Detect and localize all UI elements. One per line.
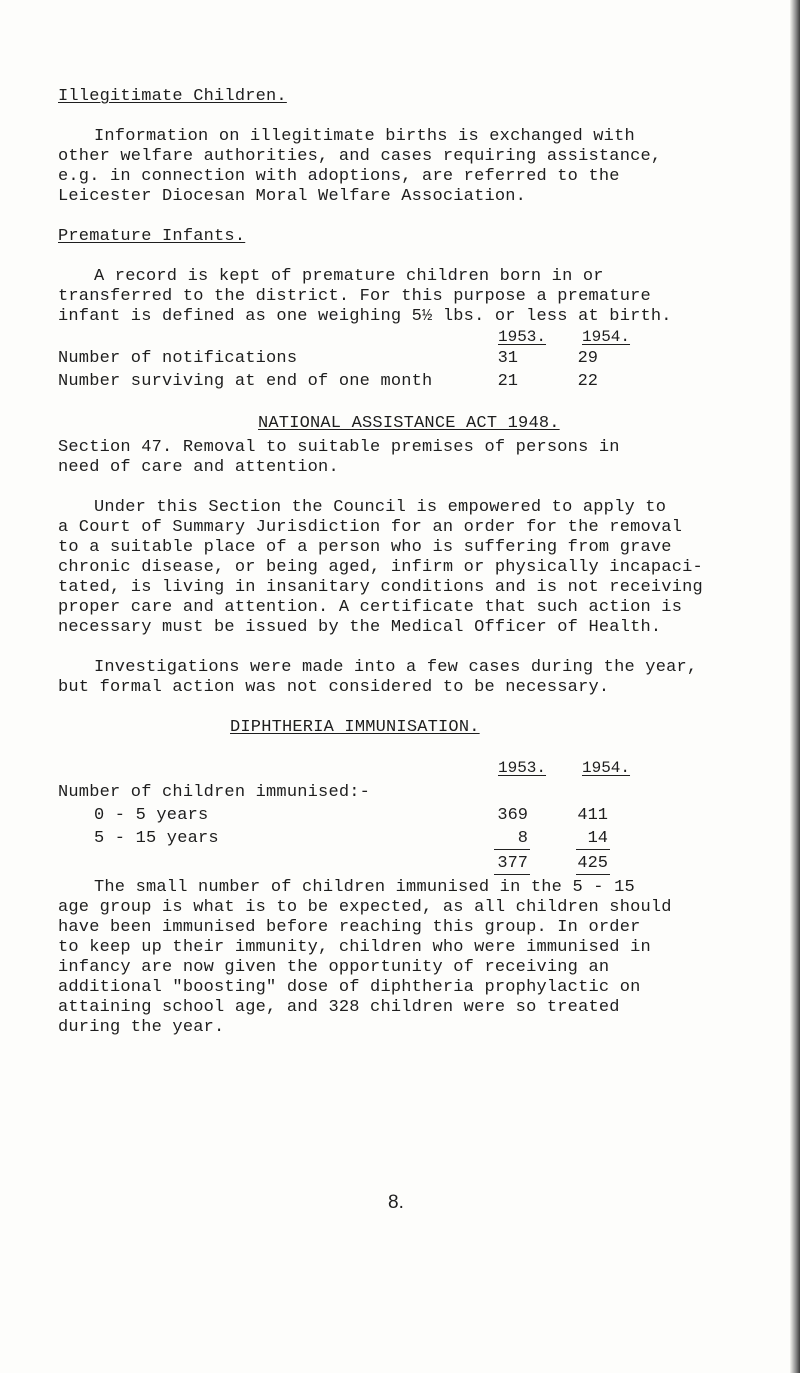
national-para1-line-6: proper care and attention. A certificate that such action is — [58, 598, 683, 617]
diphtheria-year-1953: 1953. — [498, 759, 547, 777]
illegitimate-line-4: Leicester Diocesan Moral Welfare Association. — [58, 187, 527, 206]
illegitimate-heading: Illegitimate Children. — [58, 87, 287, 106]
illegitimate-line-1: Information on illegitimate births is exchanged with — [94, 127, 635, 146]
diphtheria-row-2-1953: 8 — [517, 829, 528, 848]
page-edge-shadow — [790, 0, 800, 1373]
premature-year-1954: 1954. — [582, 328, 631, 346]
diphtheria-row-2-1954: 14 — [587, 829, 608, 848]
premature-row-1-1953: 31 — [497, 349, 518, 368]
total-rule-1954 — [576, 874, 610, 875]
diphtheria-para-line-6: additional "boosting" dose of diphtheria prophylactic on — [58, 978, 641, 997]
premature-line-3: infant is defined as one weighing 5½ lbs. or less at birth. — [58, 307, 672, 326]
national-para1-line-2: a Court of Summary Jurisdiction for an order for the removal — [58, 518, 683, 537]
premature-row-label-1: Number of notifications — [58, 349, 298, 368]
diphtheria-total-1954: 425 — [577, 854, 608, 873]
national-para1-line-1: Under this Section the Council is empowered to apply to — [94, 498, 667, 517]
diphtheria-row-label-1: 0 - 5 years — [94, 806, 209, 825]
diphtheria-para-line-4: to keep up their immunity, children who were immunised in — [58, 938, 651, 957]
diphtheria-heading: DIPHTHERIA IMMUNISATION. — [230, 718, 480, 737]
national-heading: NATIONAL ASSISTANCE ACT 1948. — [258, 414, 560, 433]
total-rule-1953 — [494, 874, 530, 875]
subtotal-rule-1954 — [576, 849, 610, 850]
diphtheria-row-1-1953: 369 — [497, 806, 528, 825]
premature-row-2-1954: 22 — [577, 372, 598, 391]
subtotal-rule-1953 — [494, 849, 530, 850]
national-para1-line-4: chronic disease, or being aged, infirm or physically incapaci- — [58, 558, 703, 577]
national-para1-line-7: necessary must be issued by the Medical Officer of Health. — [58, 618, 662, 637]
diphtheria-para-line-8: during the year. — [58, 1018, 225, 1037]
premature-line-2: transferred to the district. For this purpose a premature — [58, 287, 651, 306]
diphtheria-para-line-5: infancy are now given the opportunity of receiving an — [58, 958, 610, 977]
national-section-line-2: need of care and attention. — [58, 458, 339, 477]
national-para1-line-3: to a suitable place of a person who is suffering from grave — [58, 538, 672, 557]
diphtheria-row-label-2: 5 - 15 years — [94, 829, 219, 848]
illegitimate-line-3: e.g. in connection with adoptions, are referred to the — [58, 167, 620, 186]
diphtheria-year-1954: 1954. — [582, 759, 631, 777]
diphtheria-para-line-2: age group is what is to be expected, as all children should — [58, 898, 672, 917]
diphtheria-para-line-3: have been immunised before reaching this group. In order — [58, 918, 641, 937]
premature-heading: Premature Infants. — [58, 227, 246, 246]
illegitimate-line-2: other welfare authorities, and cases requiring assistance, — [58, 147, 662, 166]
page-number: 8. — [388, 1192, 404, 1213]
premature-row-label-2: Number surviving at end of one month — [58, 372, 433, 391]
diphtheria-row-1-1954: 411 — [577, 806, 608, 825]
diphtheria-intro: Number of children immunised:- — [58, 783, 371, 802]
national-para2-line-2: but formal action was not considered to be necessary. — [58, 678, 610, 697]
premature-row-2-1953: 21 — [497, 372, 518, 391]
diphtheria-total-1953: 377 — [497, 854, 528, 873]
diphtheria-para-line-7: attaining school age, and 328 children were so treated — [58, 998, 620, 1017]
premature-row-1-1954: 29 — [577, 349, 598, 368]
national-para1-line-5: tated, is living in insanitary conditions and is not receiving — [58, 578, 703, 597]
national-para2-line-1: Investigations were made into a few cases during the year, — [94, 658, 698, 677]
national-section-line-1: Section 47. Removal to suitable premises of persons in — [58, 438, 620, 457]
premature-line-1: A record is kept of premature children born in or — [94, 267, 604, 286]
premature-year-1953: 1953. — [498, 328, 547, 346]
diphtheria-para-line-1: The small number of children immunised in the 5 - 15 — [94, 878, 635, 897]
